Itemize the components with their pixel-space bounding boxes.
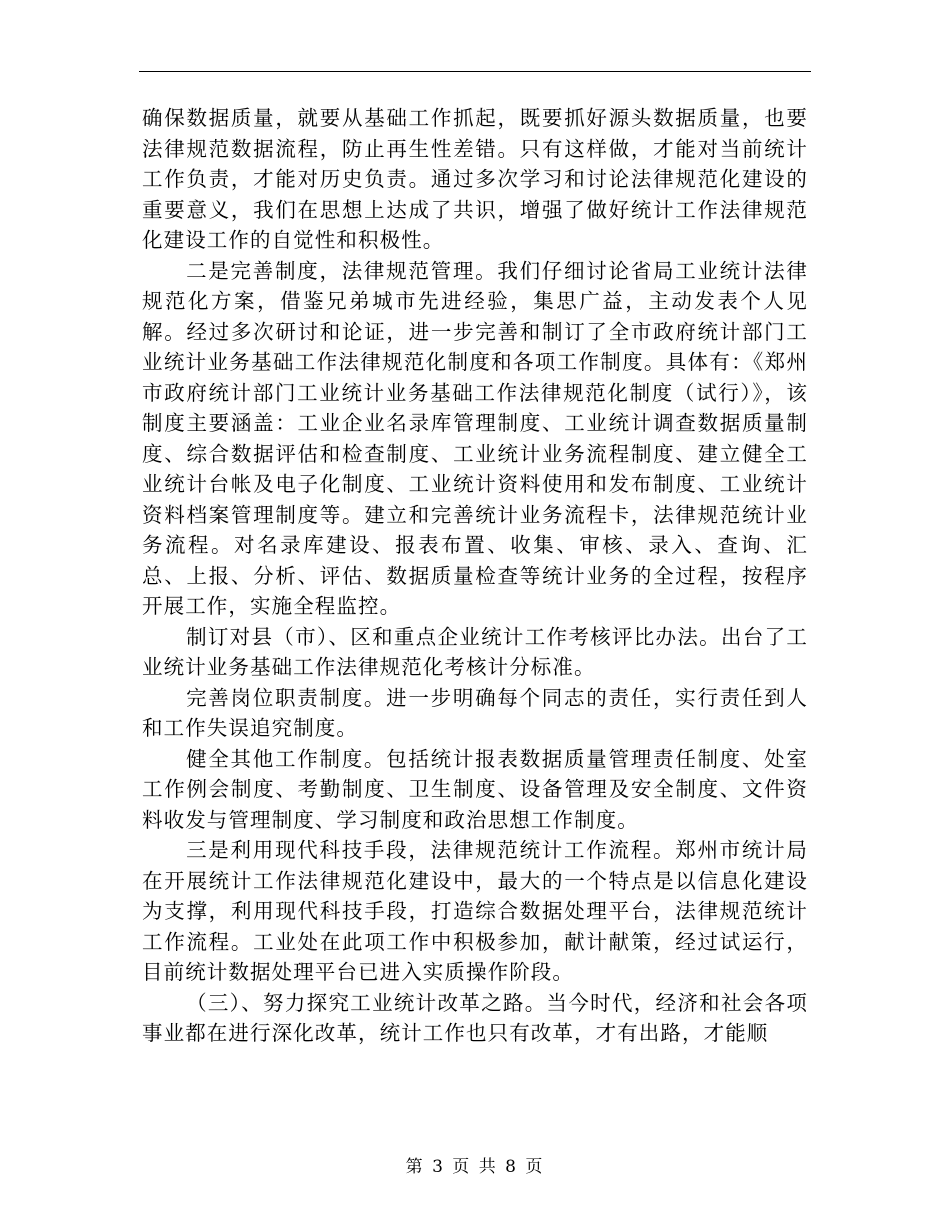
paragraph-2: 二是完善制度，法律规范管理。我们仔细讨论省局工业统计法律规范化方案，借鉴兄弟城市先进经验，集思广益，主动发表个人见解。经过多次研讨和论证，进一步完善和制订了全市政府统计部门工业统计业务基础工作法律规范化制度和各项工作制度。具体有：《郑州市政府统计部门工业统计业务基础工作法律规范化制度（试行）》，该制度主要涵盖：工业企业名录库管理制度、工业统计调查数据质量制度、综合数据评估和检查制度、工业统计业务流程制度、建立健全工业统计台帐及电子化制度、工业统计资料使用和发布制度、工业统计资料档案管理制度等。建立和完善统计业务流程卡，法律规范统计业务流程。对名录库建设、报表布置、收集、审核、录入、查询、汇总、上报、分析、评估、数据质量检查等统计业务的全过程，按程序开展工作，实施全程监控。 xyxy=(142,258,808,618)
paragraph-1: 确保数据质量，就要从基础工作抓起，既要抓好源头数据质量，也要法律规范数据流程，防止再生性差错。只有这样做，才能对当前统计工作负责，才能对历史负责。通过多次学习和讨论法律规范化建设的重要意义，我们在思想上达成了共识，增强了做好统计工作法律规范化建设工作的自觉性和积极性。 xyxy=(142,106,808,252)
paragraph-6: 三是利用现代科技手段，法律规范统计工作流程。郑州市统计局在开展统计工作法律规范化建设中，最大的一个特点是以信息化建设为支撑，利用现代科技手段，打造综合数据处理平台，法律规范统计工作流程。工业处在此项工作中积极参加，献计献策，经过试运行，目前统计数据处理平台已进入实质操作阶段。 xyxy=(142,838,808,984)
paragraph-7: （三）、努力探究工业统计改革之路。当今时代，经济和社会各项事业都在进行深化改革，统计工作也只有改革，才有出路，才能顺 xyxy=(142,990,808,1045)
paragraph-5: 健全其他工作制度。包括统计报表数据质量管理责任制度、处室工作例会制度、考勤制度、卫生制度、设备管理及安全制度、文件资料收发与管理制度、学习制度和政治思想工作制度。 xyxy=(142,746,808,832)
paragraph-3: 制订对县（市）、区和重点企业统计工作考核评比办法。出台了工业统计业务基础工作法律规范化考核计分标准。 xyxy=(142,624,808,679)
document-body xyxy=(142,103,808,1049)
header-rule xyxy=(139,71,811,72)
paragraph-4: 完善岗位职责制度。进一步明确每个同志的责任，实行责任到人和工作失误追究制度。 xyxy=(142,685,808,740)
page-footer: 第 3 页 共 8 页 xyxy=(405,1157,545,1177)
